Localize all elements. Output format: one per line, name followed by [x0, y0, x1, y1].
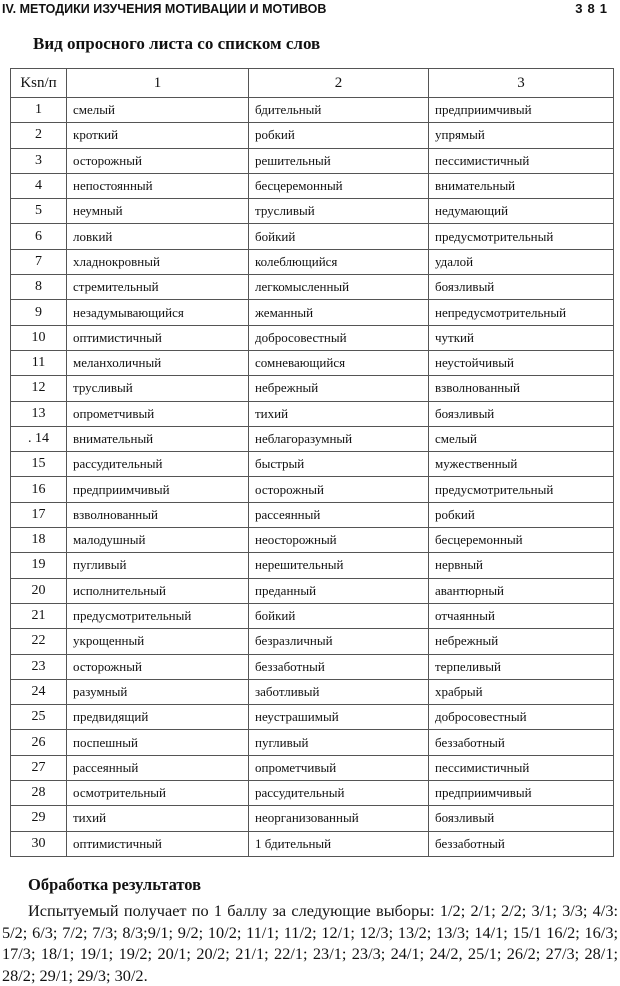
- table-row: [11, 781, 614, 806]
- row-number: 27: [11, 755, 67, 780]
- word-column-1: тихий: [67, 806, 249, 831]
- table-row: [11, 528, 614, 553]
- word-column-3: нервный: [429, 553, 614, 578]
- row-number: 22: [11, 629, 67, 654]
- word-column-3: храбрый: [429, 679, 614, 704]
- word-column-3: беззаботный: [429, 831, 614, 856]
- word-column-1: осторожный: [67, 148, 249, 173]
- row-number: 29: [11, 806, 67, 831]
- row-number: 23: [11, 654, 67, 679]
- word-column-3: терпеливый: [429, 654, 614, 679]
- word-column-2: решительный: [249, 148, 429, 173]
- word-column-1: предусмотрительный: [67, 603, 249, 628]
- word-column-1: рассудительный: [67, 452, 249, 477]
- word-column-2: колеблющийся: [249, 249, 429, 274]
- table-row: [11, 426, 614, 451]
- column-header-number: Ksn/п: [11, 69, 67, 98]
- word-column-1: поспешный: [67, 730, 249, 755]
- table-row: [11, 300, 614, 325]
- word-column-2: трусливый: [249, 199, 429, 224]
- table-row: [11, 350, 614, 375]
- table-row: [11, 376, 614, 401]
- page-number: 381: [575, 1, 612, 16]
- table-row: [11, 275, 614, 300]
- word-column-3: пессимистичный: [429, 148, 614, 173]
- word-column-3: мужественный: [429, 452, 614, 477]
- word-column-1: меланхоличный: [67, 350, 249, 375]
- word-column-3: упрямый: [429, 123, 614, 148]
- results-title: Обработка результатов: [28, 875, 202, 894]
- word-column-2: легкомысленный: [249, 275, 429, 300]
- results-text: Испытуемый получает по 1 баллу за следующие выборы: 1/2; 2/1; 2/2; 3/1; 3/3; 4/3: 5/2; 6/3; 7/2; 7/3; 8/3;9/1; 9/2; 10/2; 11/1; 11/2; 12/1; 12/3; 13/2; 13/3; 14/1; 15/1 16/2; 16/3; 17/3; 18/1; 19/1; 19/2; 20/1; 20/2; 21/1; 22/1; 23/1; 23/3; 24/1; 24/2, 25/1; 26/2; 27/3; 28/1; 28/2; 29/1; 29/3; 30/2.: [2, 901, 618, 985]
- word-column-2: преданный: [249, 578, 429, 603]
- row-number: 25: [11, 705, 67, 730]
- table-row: [11, 705, 614, 730]
- table-row: [11, 553, 614, 578]
- word-column-1: трусливый: [67, 376, 249, 401]
- word-column-2: неблагоразумный: [249, 426, 429, 451]
- row-number: . 14: [11, 426, 67, 451]
- word-column-2: неустрашимый: [249, 705, 429, 730]
- word-column-1: малодушный: [67, 528, 249, 553]
- word-column-3: предусмотрительный: [429, 477, 614, 502]
- table-row: [11, 452, 614, 477]
- table-row: [11, 148, 614, 173]
- word-column-1: незадумывающийся: [67, 300, 249, 325]
- row-number: 11: [11, 350, 67, 375]
- word-column-1: пугливый: [67, 553, 249, 578]
- word-column-3: взволнованный: [429, 376, 614, 401]
- word-column-2: неорганизованный: [249, 806, 429, 831]
- row-number: 8: [11, 275, 67, 300]
- word-column-2: быстрый: [249, 452, 429, 477]
- row-number: 1: [11, 98, 67, 123]
- word-column-2: добросовестный: [249, 325, 429, 350]
- word-column-3: предприимчивый: [429, 98, 614, 123]
- column-header-3: 3: [429, 69, 614, 98]
- row-number: 28: [11, 781, 67, 806]
- row-number: 19: [11, 553, 67, 578]
- table-row: [11, 98, 614, 123]
- word-column-2: пугливый: [249, 730, 429, 755]
- word-column-1: исполнительный: [67, 578, 249, 603]
- row-number: 5: [11, 199, 67, 224]
- word-column-2: тихий: [249, 401, 429, 426]
- row-number: 13: [11, 401, 67, 426]
- word-column-3: бесцеремонный: [429, 528, 614, 553]
- row-number: 26: [11, 730, 67, 755]
- word-column-2: неосторожный: [249, 528, 429, 553]
- table-row: [11, 249, 614, 274]
- section-title: Вид опросного листа со списком слов: [33, 34, 321, 53]
- table-row: [11, 831, 614, 856]
- row-number: 4: [11, 173, 67, 198]
- table-row: [11, 578, 614, 603]
- word-column-1: предприимчивый: [67, 477, 249, 502]
- word-column-3: боязливый: [429, 806, 614, 831]
- word-column-3: авантюрный: [429, 578, 614, 603]
- word-column-3: пессимистичный: [429, 755, 614, 780]
- table-row: [11, 477, 614, 502]
- word-column-3: предусмотрительный: [429, 224, 614, 249]
- word-column-1: взволнованный: [67, 502, 249, 527]
- table-header-row: [11, 69, 614, 98]
- word-column-1: оптимистичный: [67, 325, 249, 350]
- word-column-3: робкий: [429, 502, 614, 527]
- word-column-2: рассудительный: [249, 781, 429, 806]
- word-column-1: смелый: [67, 98, 249, 123]
- table-row: [11, 603, 614, 628]
- table-row: [11, 123, 614, 148]
- word-column-3: чуткий: [429, 325, 614, 350]
- word-column-3: небрежный: [429, 629, 614, 654]
- table-row: [11, 173, 614, 198]
- word-column-2: заботливый: [249, 679, 429, 704]
- word-column-3: внимательный: [429, 173, 614, 198]
- word-column-1: стремительный: [67, 275, 249, 300]
- table-row: [11, 755, 614, 780]
- word-column-2: сомневающийся: [249, 350, 429, 375]
- word-column-2: жеманный: [249, 300, 429, 325]
- word-column-3: предприимчивый: [429, 781, 614, 806]
- word-column-1: ловкий: [67, 224, 249, 249]
- word-column-2: бойкий: [249, 603, 429, 628]
- word-column-3: добросовестный: [429, 705, 614, 730]
- row-number: 10: [11, 325, 67, 350]
- row-number: 16: [11, 477, 67, 502]
- running-title: IV. МЕТОДИКИ ИЗУЧЕНИЯ МОТИВАЦИИ И МОТИВОВ: [2, 2, 327, 16]
- row-number: 30: [11, 831, 67, 856]
- word-column-1: осмотрительный: [67, 781, 249, 806]
- row-number: 7: [11, 249, 67, 274]
- row-number: 21: [11, 603, 67, 628]
- word-column-1: внимательный: [67, 426, 249, 451]
- row-number: 17: [11, 502, 67, 527]
- word-column-1: непостоянный: [67, 173, 249, 198]
- word-column-3: неустойчивый: [429, 350, 614, 375]
- table-row: [11, 502, 614, 527]
- table-row: [11, 806, 614, 831]
- word-column-1: рассеянный: [67, 755, 249, 780]
- word-column-1: хладнокровный: [67, 249, 249, 274]
- word-column-3: смелый: [429, 426, 614, 451]
- word-column-3: удалой: [429, 249, 614, 274]
- word-column-3: беззаботный: [429, 730, 614, 755]
- row-number: 9: [11, 300, 67, 325]
- word-column-2: осторожный: [249, 477, 429, 502]
- column-header-2: 2: [249, 69, 429, 98]
- word-column-1: оптимистичный: [67, 831, 249, 856]
- table-row: [11, 401, 614, 426]
- word-list-table: [10, 68, 614, 857]
- word-column-2: бдительный: [249, 98, 429, 123]
- running-head: [0, 0, 620, 20]
- table-row: [11, 679, 614, 704]
- row-number: 24: [11, 679, 67, 704]
- word-column-2: бойкий: [249, 224, 429, 249]
- row-number: 12: [11, 376, 67, 401]
- word-column-2: безразличный: [249, 629, 429, 654]
- table-row: [11, 199, 614, 224]
- word-column-3: боязливый: [429, 275, 614, 300]
- row-number: 2: [11, 123, 67, 148]
- word-column-1: осторожный: [67, 654, 249, 679]
- word-column-2: опрометчивый: [249, 755, 429, 780]
- table-row: [11, 629, 614, 654]
- row-number: 3: [11, 148, 67, 173]
- word-column-3: отчаянный: [429, 603, 614, 628]
- word-column-3: боязливый: [429, 401, 614, 426]
- word-column-3: непредусмотрительный: [429, 300, 614, 325]
- word-column-1: кроткий: [67, 123, 249, 148]
- word-column-2: нерешительный: [249, 553, 429, 578]
- word-column-1: укрощенный: [67, 629, 249, 654]
- word-column-1: предвидящий: [67, 705, 249, 730]
- word-column-1: разумный: [67, 679, 249, 704]
- word-column-1: опрометчивый: [67, 401, 249, 426]
- word-column-2: бесцеремонный: [249, 173, 429, 198]
- table-row: [11, 730, 614, 755]
- table-body: [11, 98, 614, 857]
- word-column-2: рассеянный: [249, 502, 429, 527]
- table-row: [11, 654, 614, 679]
- word-column-3: недумающий: [429, 199, 614, 224]
- word-column-2: небрежный: [249, 376, 429, 401]
- row-number: 20: [11, 578, 67, 603]
- word-column-1: неумный: [67, 199, 249, 224]
- word-column-2: беззаботный: [249, 654, 429, 679]
- word-column-2: 1 бдительный: [249, 831, 429, 856]
- word-column-2: робкий: [249, 123, 429, 148]
- column-header-1: 1: [67, 69, 249, 98]
- table-row: [11, 325, 614, 350]
- row-number: 18: [11, 528, 67, 553]
- row-number: 6: [11, 224, 67, 249]
- table-row: [11, 224, 614, 249]
- row-number: 15: [11, 452, 67, 477]
